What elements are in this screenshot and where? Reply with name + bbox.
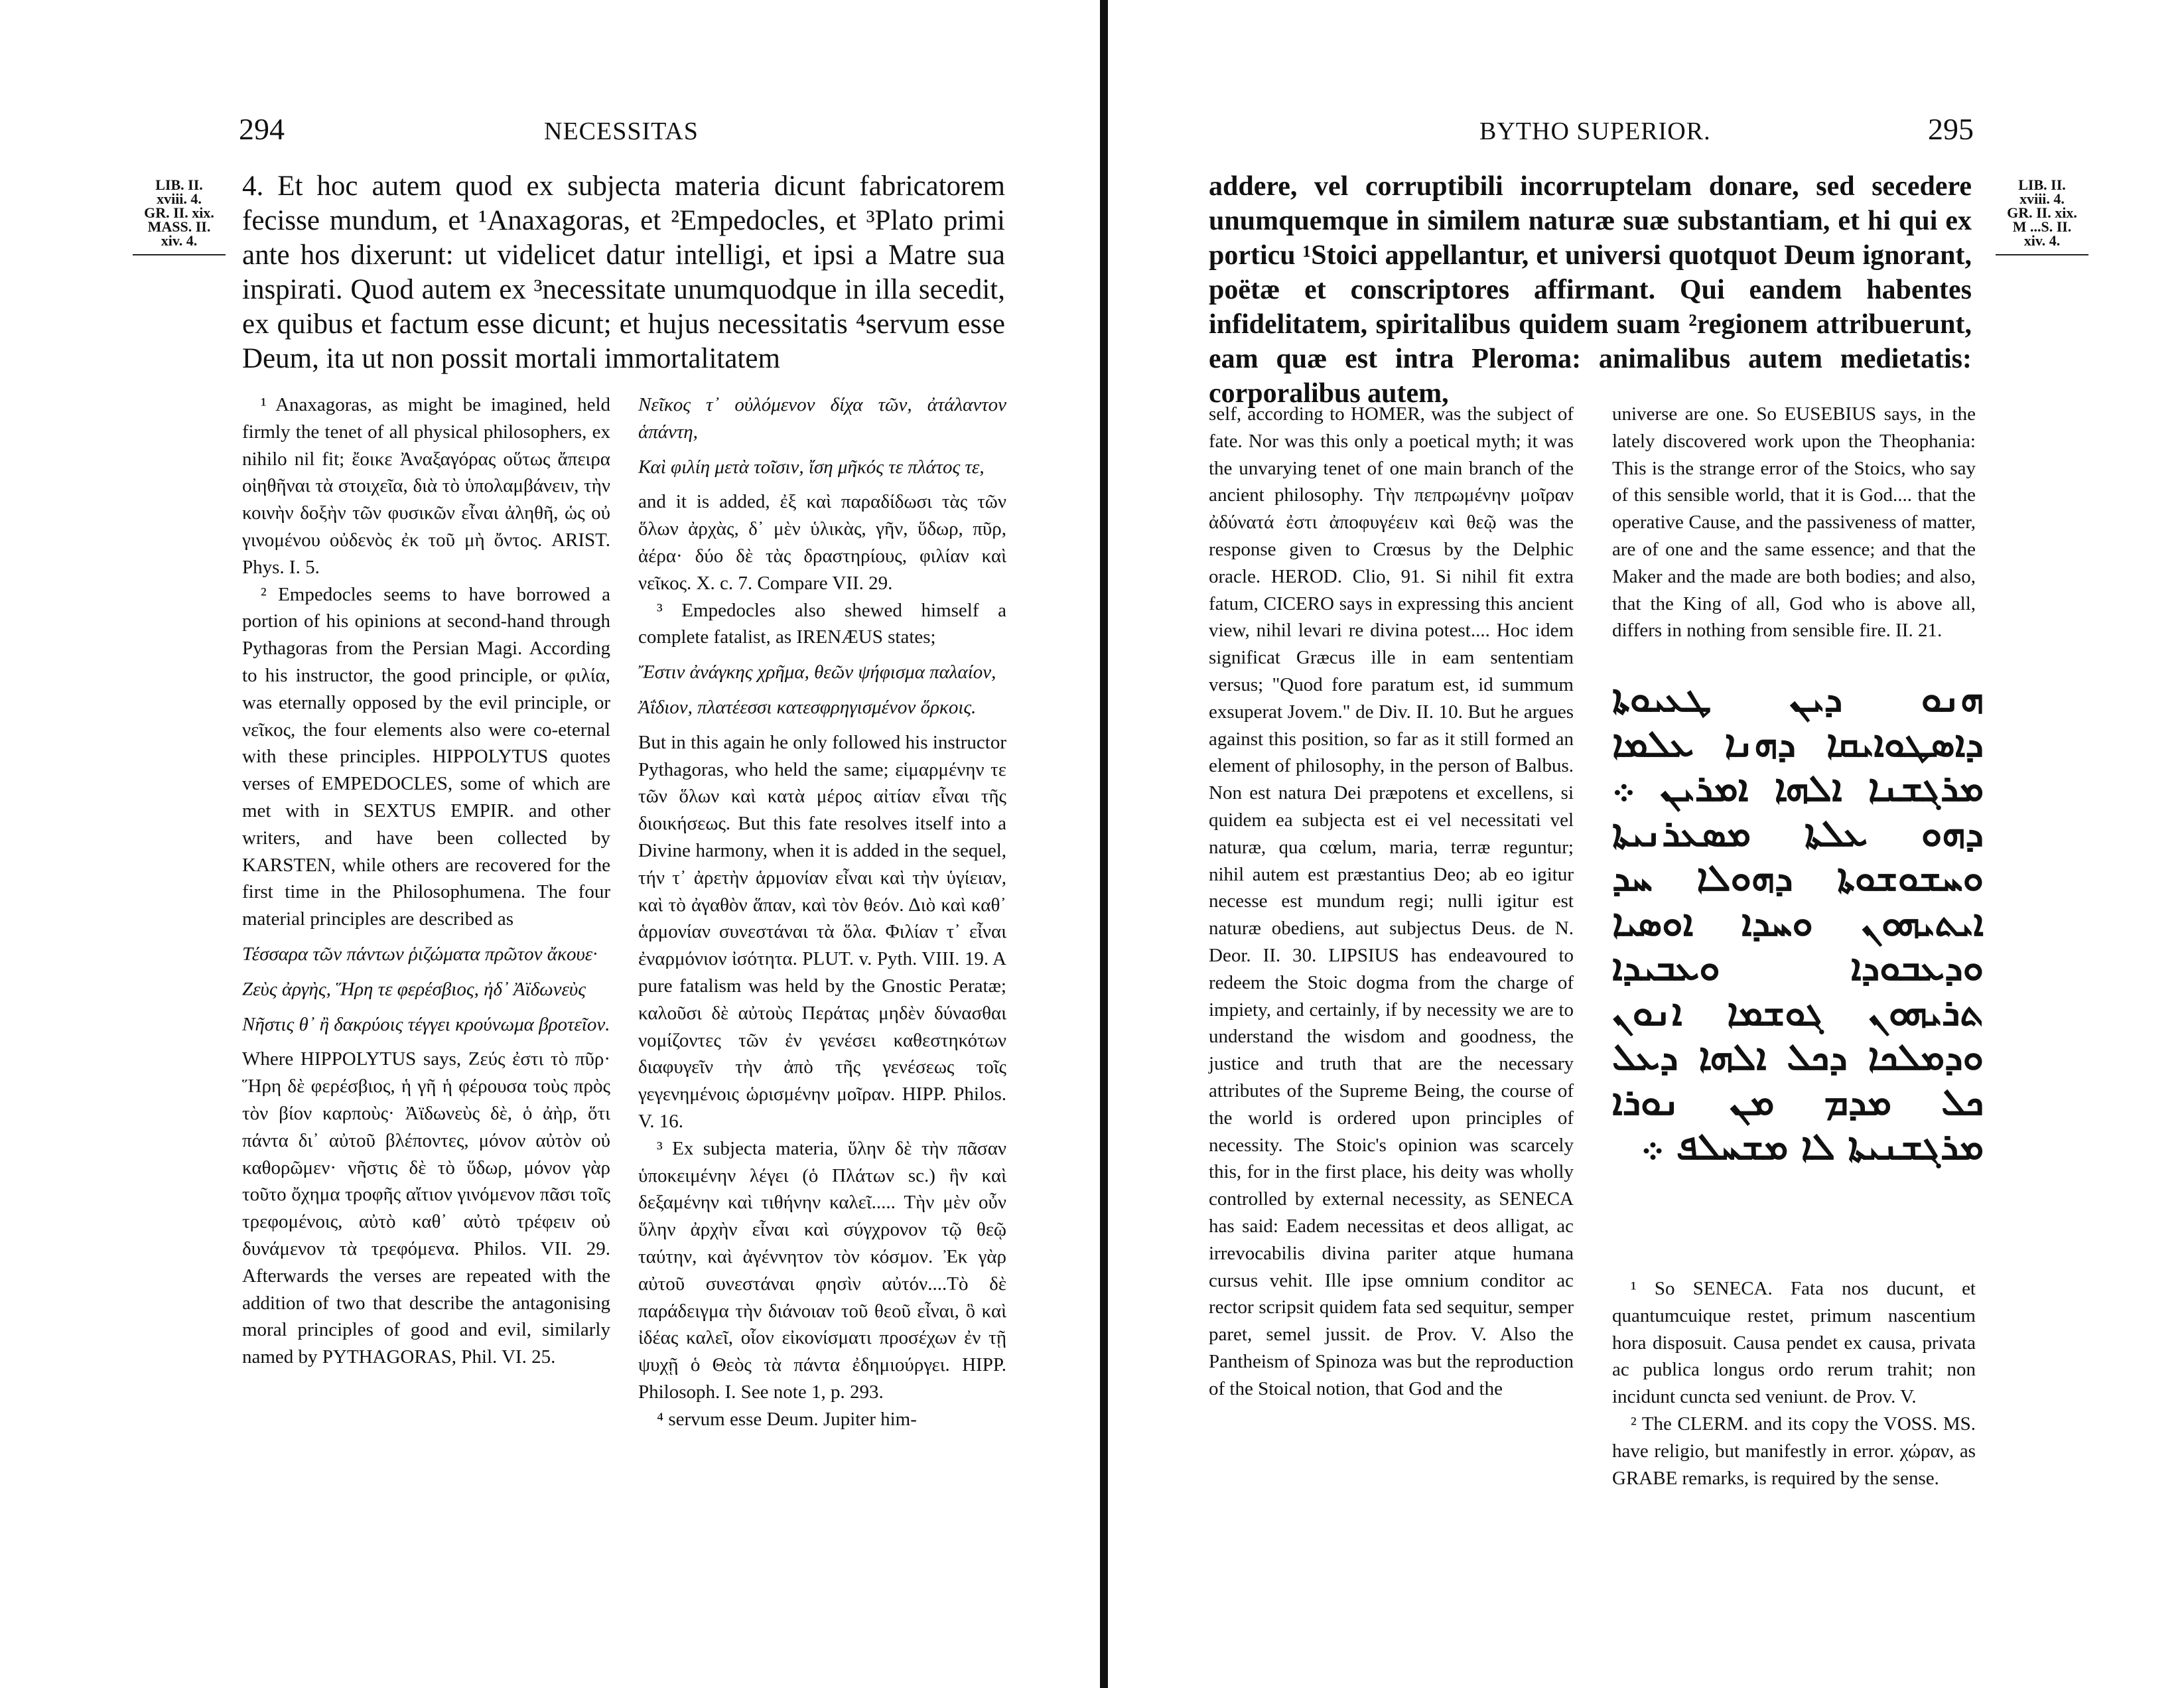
footnote: ¹ So SENECA. Fata nos ducunt, et quantumcuique restet, primum nascentium hora disposuit. Causa pendet ex causa, privata ac publica longus ordo rerum trahit; non incidunt cuncta sed veniunt. de Prov. V.: [1612, 1278, 1976, 1408]
footnote: self, according to HOMER, was the subject of fate. Nor was this only a poetical myth; it was the unvarying tenet of one main branch of the ancient philosophy. Τὴν πεπρωμένην μοῖραν ἀδύνατά ἐστι ἀποφυγέειν καὶ θεῷ was the response given to Crœsus by the Delphic oracle. HEROD. Clio, 91. Si nihil fit extra fatum, CICERO says in expressing this ancient view, nihil levari re divina potest.... Hoc idem significat Græcus ille in eam sententiam versus; "Quod fore paratum est, id summum exsuperat Jovem." de Div. II. 10. But he argues against this position, so far as it still formed an element of philosophy, in the person of Balbus. Non est natura Dei præpotens et excellens, si quidem ea subjecta est ei vel necessitati vel naturæ, qua cœlum, maria, terræ reguntur; nihil autem est præstantius Deo; ab eo igitur necesse est mundum regi; nulli igitur est naturæ obediens, aut subjectus Deus. de N. Deor. II. 30. LIPSIUS has endeavoured to redeem the Stoic dogma from the charge of impiety, and certainly, if by necessity we are to understand the wisdom and goodness, the justice and truth that are the necessary attributes of the Supreme Being, the course of the world is ordered upon principles of necessity. The Stoic's opinion was scarcely this, for in the first place, his deity was wholly controlled by external necessity, as SENECA has said: Eadem necessitas et deos alligat, ac irrevocabilis divina pariter atque humana cursus vehit. Ille ipse omnium conditor ac rector scripsit quidem fata sed sequitur, semper paret, semel jussit. de Prov. V. Also the Pantheism of Spinoza was but the reproduction of the Stoical notion, that God and the: [1209, 403, 1574, 1399]
greek-verse: Ζεὺς ἀργὴς, Ἥρη τε φερέσβιος, ἠδ᾽ Ἀϊδωνεὺς: [242, 978, 586, 1000]
footnote: ¹ Anaxagoras, as might be imagined, held firmly the tenet of all physical philosophers, ex nihilo nil fit; ἔοικε Ἀναξαγόρας οὕτως ἄπειρα οἰηθῆναι τὰ στοιχεῖα, διὰ τὸ ὑπολαμβάνειν, τὴν κοινὴν δοξὴν τῶν φυσικῶν εἶναι ἀληθῆ, ὡς οὐ γινομένου οὐδενὸς ἐκ τοῦ μὴ ὄντος. ARIST. Phys. I. 5.: [242, 394, 610, 578]
margin-reference: LIB. II. xviii. 4. GR. II. xix. MASS. II. xiv. 4.: [133, 178, 226, 255]
footnote-column-2-top: [1612, 401, 1976, 644]
footnote: ³ Ex subjecta materia, ὕλην δὲ τὴν πᾶσαν ὑποκειμένην λέγει (ὁ Πλάτων sc.) ἣν καὶ δεξαμένην καὶ τιθήνην καλεῖ..... Τὴν μὲν οὖν ὕλην ἀρχὴν εἶναι καὶ σύγχρονον τῷ θεῷ ταύτην, καὶ ἀγέννητον τὸν κόσμον. Ἐκ γὰρ αὐτοῦ συνεστάναι φησὶν αὐτόν....Τὸ δὲ παράδειγμα τὴν διάνοιαν τοῦ θεοῦ εἶναι, ὃ καὶ ἰδέας καλεῖ, οἷον εἰκονίσματι προσέχων ἐν τῇ ψυχῇ ὁ Θεὸς τὰ πάντα ἐδημιούργει. HIPP. Philosoph. I. See note 1, p. 293.: [638, 1137, 1006, 1403]
running-head: BYTHO SUPERIOR.: [1479, 117, 1711, 145]
footnote-column-2: [638, 391, 1006, 1433]
greek-verse: Τέσσαρα τῶν πάντων ῥιζώματα πρῶτον ἄκουε·: [242, 943, 598, 965]
syriac-text-block: ܗܢܘ ܕܝܢ ܛܥܝܘܬܐ ܕܐܣܛܘܐܝܩܐ ܕܗܢܐ ܥܠܡܐ ܡܪܓܫܢܐ ܐܠܗܐ ܐܡܪܝܢ ܀ ܕܗܘ ܥܠܬܐ ܡܣܥܪܢܝܬܐ ܘܚܫܘܫܘܬܐ ܕܗܘܠܐ ܚܕ ܐܝܬܝܗܘܢ ܘܚܕܐ ܐܘܣܝܐ ܘܕܥܒܘܕܐ ܘܥܒܝܕܐ ܬܪܝܗܘܢ ܓܘܫܡܐ ܐܢܘܢ ܘܕܡܠܟܐ ܕܟܠ ܐܠܗܐ ܕܥܠ ܟܠ ܡܕܡ ܡܢ ܢܘܪܐ ܡܪܓܫܢܝܬܐ ܠܐ ܡܫܚܠܦ ܀: [1612, 677, 1984, 1168]
footnote: ² The CLERM. and its copy the VOSS. MS. have religio, but manifestly in error. χώραν, as GRABE remarks, is required by the sense.: [1612, 1413, 1976, 1489]
gutter-shadow: [1100, 0, 1108, 1688]
main-latin-text: addere, vel corruptibili incorruptelam donare, sed secedere unumquemque in similem naturæ suæ substantiam, et hi qui ex porticu ¹Stoici appellantur, et universi quotquot Deum ignorant, poëtæ et conscriptores affirmant. Qui eandem habentes infidelitatem, spiritalibus quidem suam ²regionem attribuerunt, eam quæ est intra Pleroma: animalibus autem medietatis: corporalibus autem,: [1209, 171, 1972, 409]
footnote-column-2-notes: [1612, 1275, 1976, 1492]
greek-verse: Καὶ φιλίη μετὰ τοῖσιν, ἴση μῆκός τε πλάτος τε,: [638, 456, 985, 478]
left-page: [0, 0, 1088, 1688]
footnote: ⁴ servum esse Deum. Jupiter him-: [657, 1408, 917, 1430]
footnote-column-1: [1209, 401, 1574, 1402]
footnote: universe are one. So EUSEBIUS says, in the lately discovered work upon the Theophania: This is the strange error of the Stoics, who say of this sensible world, that it is God.... that the operative Cause, and the passiveness of matter, are of one and the same essence; and that the Maker and the made are both bodies; and also, that the King of all, God who is above all, differs in nothing from sensible fire. II. 21.: [1612, 403, 1976, 642]
footnote: ² Empedocles seems to have borrowed a portion of his opinions at second-hand through Pythagoras from the Persian Magi. According to his instructor, the good principle, or φιλία, was eternally opposed by the evil principle, or νεῖκος, the four elements also were co-eternal with these principles. HIPPOLYTUS quotes verses of EMPEDOCLES, some of which are met with in SEXTUS EMPIR. and other writers, and have been collected by KARSTEN, while others are recovered for the first time in the Philosophumena. The four material principles are described as: [242, 583, 610, 930]
margin-reference: LIB. II. xviii. 4. GR. II. xix. M ...S. II. xiv. 4.: [1996, 178, 2088, 255]
running-head: NECESSITAS: [544, 117, 699, 145]
greek-verse: Ἀΐδιον, πλατέεσσι κατεσφρηγισμένον ὅρκοις.: [638, 696, 977, 718]
greek-verse: Νῆστις θ᾽ ἢ δακρύοις τέγγει κρούνωμα βροτεῖον.: [242, 1013, 610, 1035]
footnote: and it is added, ἐξ καὶ παραδίδωσι τὰς τῶν ὅλων ἀρχὰς, δ᾽ μὲν ὑλικὰς, γῆν, ὕδωρ, πῦρ, ἀέρα· δύο δὲ τὰς δραστηρίους, φιλίαν καὶ νεῖκος. X. c. 7. Compare VII. 29.: [638, 491, 1006, 594]
greek-verse: Ἔστιν ἀνάγκης χρῆμα, θεῶν ψήφισμα παλαίον,: [638, 662, 996, 683]
greek-verse: Νεῖκος τ᾽ οὐλόμενον δίχα τῶν, ἀτάλαντον ἁπάντη,: [638, 394, 1006, 443]
footnote: But in this again he only followed his instructor Pythagoras, who held the same; εἱμαρμένην τε τῶν ὅλων καὶ κατὰ μέρος αἰτίαν εἶναι τῆς διοικήσεως. But this fate resolves itself into a Divine harmony, when it is added in the sequel, τήν τ᾽ ἀρετὴν ἁρμονίαν εἶναι καὶ τὴν ὑγίειαν, καὶ τὸ ἀγαθὸν ἅπαν, καὶ τὸν θεόν. Διὸ καὶ καθ᾽ ἁρμονίαν συνεστάναι τὰ ὅλα. Φιλίαν τ᾽ εἶναι ἐναρμόνιον ἰσότητα. PLUT. v. Pyth. VIII. 19. A pure fatalism was held by the Gnostic Peratæ; καλοῦσι δὲ αὐτοὺς Περάτας μηδὲν δύνασθαι νομίζοντες τῶν ἐν γενέσει καθεστηκότων διαφυγεῖν τὴν ἀπὸ τῆς γενέσεως τοῖς γεγενημένοις ὡρισμένην μοῖραν. HIPP. Philos. V. 16.: [638, 731, 1006, 1132]
footnote: ³ Empedocles also shewed himself a complete fatalist, as IRENÆUS states;: [638, 599, 1006, 648]
main-latin-text: 4. Et hoc autem quod ex subjecta materia dicunt fabricatorem fecisse mundum, et ¹Anaxagoras, et ²Empedocles, et ³Plato primi ante hos dixerunt: ut videlicet datur intelligi, et ipsi a Matre sua inspirati. Quod autem ex ³necessitate unumquodque in illa secedit, ex quibus et factum esse dicunt; et hujus necessitatis ⁴servum esse Deum, ita ut non possit mortali immortalitatem: [242, 171, 1005, 374]
footnote-column-1: [242, 391, 610, 1371]
footnote: Where HIPPOLYTUS says, Ζεύς ἐστι τὸ πῦρ· Ἥρη δὲ φερέσβιος, ἡ γῆ ἡ φέρουσα τοὺς πρὸς τὸν βίον καρποὺς· Ἀϊδωνεὺς δὲ, ὁ ἀὴρ, ὅτι πάντα δι᾽ αὐτοῦ βλέποντες, μόνον αὐτὸν οὐ καθορῶμεν· νῆστις δὲ τὸ ὕδωρ, μόνον γὰρ τοῦτο ὄχημα τροφῆς αἴτιον γινόμενον πᾶσι τοῖς τρεφομένοις, αὐτὸ καθ᾽ αὐτὸ τρέφειν οὐ δυνάμενον τὰ τρεφόμενα. Philos. VII. 29. Afterwards the verses are repeated with the addition of two that describe the antagonising moral principles of good and evil, similarly named by PYTHAGORAS, Phil. VI. 25.: [242, 1048, 610, 1368]
book-gutter: [1088, 0, 1121, 1688]
page-number: 294: [239, 112, 285, 146]
page-number: 295: [1928, 112, 1974, 146]
